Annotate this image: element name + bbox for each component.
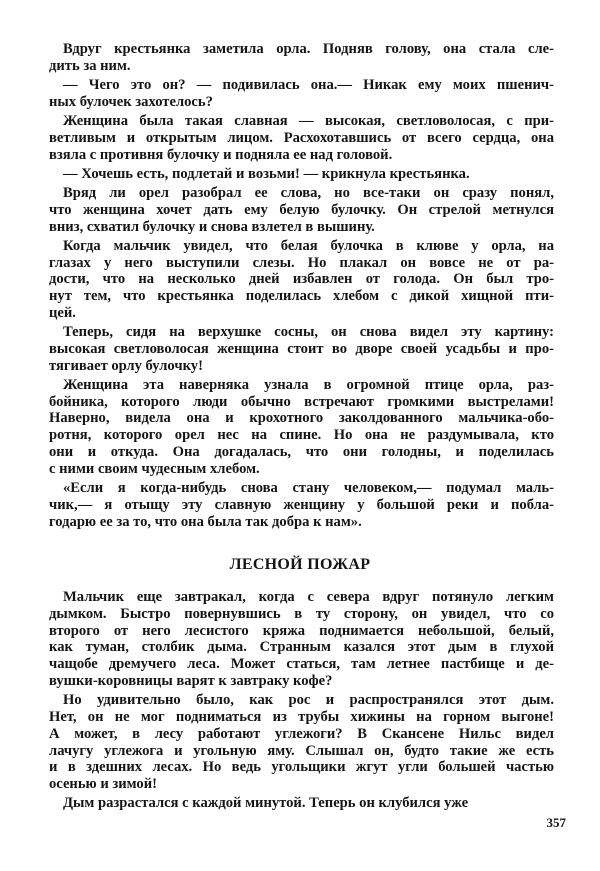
text-line: вушки-коровницы варят к завтраку кофе?: [49, 672, 333, 689]
text-line: Теперь, сидя на верхушке сосны, он снова видел эту картину:: [63, 324, 554, 341]
text-line: они и откуда. Она догадалась, что они голодны, и поделилась: [49, 444, 554, 461]
text-line: дымком. Быстро повернувшись в ту сторону, он увидел, что со: [49, 605, 554, 622]
text-block-lower: [49, 589, 554, 815]
text-line: «Если я когда-нибудь снова стану человеком,— подумал маль-: [63, 480, 554, 497]
text-line: цей.: [49, 304, 76, 321]
text-line: вниз, схватил булочку и снова взлетел в вышину.: [49, 218, 375, 235]
text-block-upper: [49, 41, 554, 533]
text-line: Мальчик еще завтракал, когда с севера вдруг потянуло легким: [63, 589, 554, 605]
text-line: Нет, он не мог подниматься из трубы хижины на горном выгоне!: [49, 708, 554, 725]
text-line: нут тем, что крестьянка поделилась хлебом с дикой хищной пти-: [49, 288, 554, 305]
text-line: — Чего это он? — подивилась она.— Никак ему моих пшенич-: [63, 76, 554, 93]
text-line: высокая светловолосая женщина стоит во дворе своей усадьбы и про-: [49, 340, 554, 357]
text-line: с ними своим чудесным хлебом.: [49, 460, 260, 477]
paragraph: [49, 185, 554, 235]
text-line: что женщина хочет дать ему белую булочку. Он стрелой метнулся: [49, 201, 554, 218]
paragraph: [49, 589, 554, 690]
paragraph: [49, 795, 554, 812]
page-number: 357: [546, 815, 566, 830]
text-line: чащобе дремучего леса. Может статься, там летнее пастбище и де-: [49, 656, 554, 673]
paragraph: [49, 480, 554, 530]
chapter-heading: ЛЕСНОЙ ПОЖАР: [229, 556, 371, 573]
paragraph: [49, 238, 554, 322]
text-line: тягивает орлу булочку!: [49, 357, 203, 374]
paragraph: [49, 166, 554, 183]
text-line: бойника, которого люди обычно встречают громкими выстрелами!: [49, 393, 554, 410]
paragraph: [49, 692, 554, 793]
text-line: Женщина была такая славная — высокая, светловолосая, с при-: [63, 112, 554, 129]
text-line: — Хочешь есть, подлетай и возьми! — крикнула крестьянка.: [63, 165, 470, 182]
text-line: глазах у него выступили слезы. Но плакал он вовсе не от ра-: [49, 254, 554, 271]
paragraph: [49, 324, 554, 374]
text-line: дости, что на несколько дней избавлен от голода. Он был тро-: [49, 271, 554, 288]
text-line: лачугу углежога и угольную яму. Слышал он, будто такие же есть: [49, 742, 554, 759]
text-line: ветливым и открытым лицом. Расхохотавшись от всего сердца, она: [49, 129, 554, 146]
text-line: как туман, столбик дыма. Странным казался этот дым в глухой: [49, 639, 554, 656]
paragraph: [49, 113, 554, 163]
text-line: и в здешних лесах. Но ведь угольщики жгут угли большей частью: [49, 759, 554, 776]
paragraph: [49, 377, 554, 478]
text-line: осенью и зимой!: [49, 776, 157, 793]
text-line: дить за ним.: [49, 57, 131, 74]
text-line: ротня, которого орел нес на спине. Но она не раздумывала, кто: [49, 427, 554, 444]
text-line: второго от него лесистого кряжа поднимается небольшой, белый,: [49, 622, 554, 639]
text-line: Женщина эта наверняка узнала в огромной птице орла, раз-: [63, 376, 554, 393]
text-line: ных булочек захотелось?: [49, 93, 213, 110]
paragraph: [49, 77, 554, 111]
text-line: Когда мальчик увидел, что белая булочка в клюве у орла, на: [63, 237, 554, 254]
text-line: Вряд ли орел разобрал ее слова, но все-таки он сразу понял,: [63, 184, 554, 201]
text-line: Наверно, видела она и крохотного заколдованного мальчика-обо-: [49, 410, 554, 427]
text-line: Но удивительно было, как рос и распространялся этот дым.: [63, 692, 554, 709]
text-line: А может, в лесу работают углежоги? В Скансене Нильс видел: [49, 725, 554, 742]
text-line: взяла с противня булочку и подняла ее над головой.: [49, 146, 393, 163]
text-line: Дым разрастался с каждой минутой. Теперь он клубился уже: [63, 795, 469, 812]
text-line: годарю ее за то, что она была так добра к нам».: [49, 513, 362, 530]
text-line: Вдруг крестьянка заметила орла. Подняв голову, она стала сле-: [63, 41, 554, 57]
paragraph: [49, 41, 554, 75]
text-line: чик,— я отыщу эту славную женщину у большой реки и побла-: [49, 496, 554, 513]
